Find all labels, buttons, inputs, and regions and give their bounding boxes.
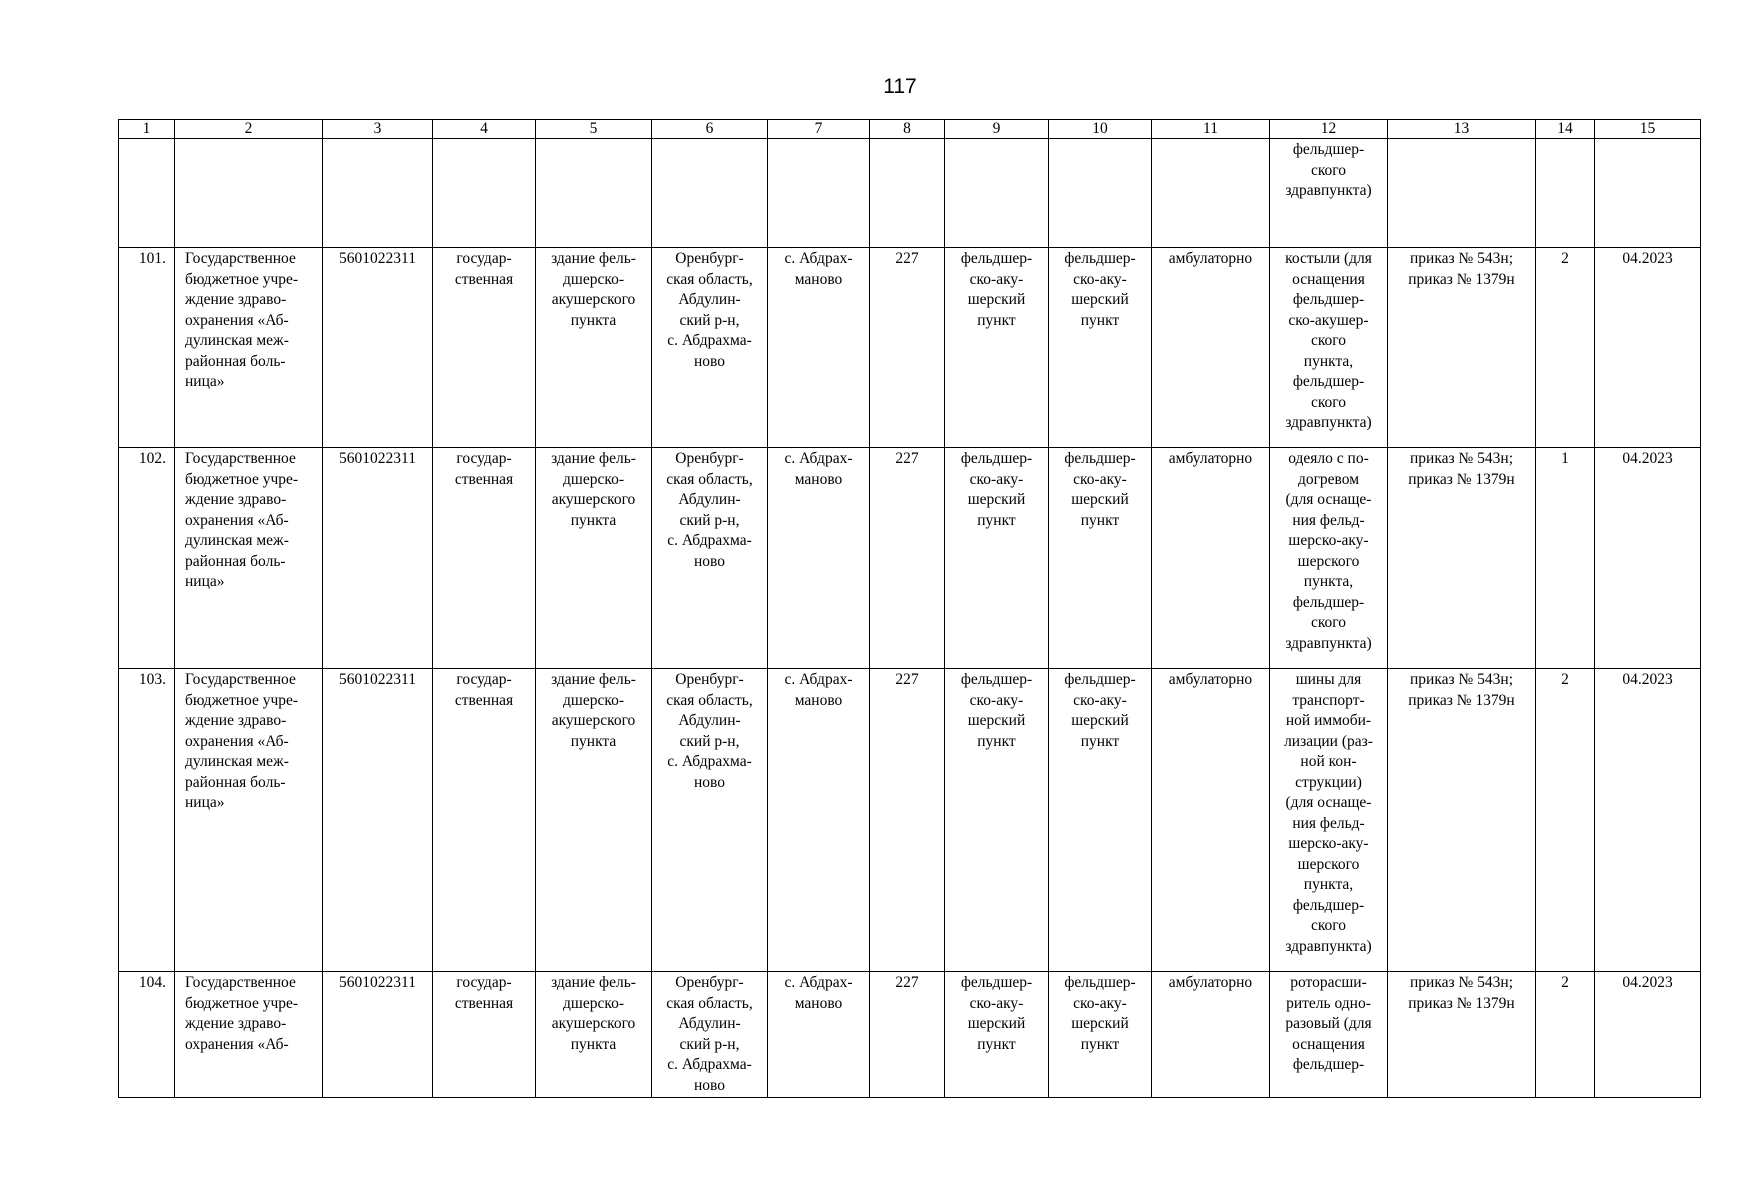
continuation-row — [119, 139, 1701, 248]
column-number: 3 — [323, 120, 433, 139]
quantity-cell: 2 — [1536, 669, 1595, 972]
register-table — [118, 119, 1701, 1098]
table-cell — [945, 139, 1049, 248]
date-cell: 04.2023 — [1595, 248, 1701, 448]
table-cell — [433, 139, 536, 248]
page-number: 117 — [883, 75, 917, 98]
quantity-cell: 2 — [1536, 248, 1595, 448]
ownership-cell: государ- ственная — [433, 448, 536, 669]
order-cell: приказ № 543н; приказ № 1379н — [1388, 248, 1536, 448]
table-cell — [536, 139, 652, 248]
facility-type-cell: фельдшер- ско-аку- шерский пункт — [945, 669, 1049, 972]
table-cell — [652, 139, 768, 248]
column-number-row — [119, 120, 1701, 139]
table-cell — [1536, 139, 1595, 248]
table-cell — [175, 139, 323, 248]
column-number: 1 — [119, 120, 175, 139]
column-number: 10 — [1049, 120, 1152, 139]
organization-cell: Государственное бюджетное учре- ждение здраво- охранения «Аб- дулинская меж- районная боль- ница» — [175, 448, 323, 669]
row-number-cell: 101. — [119, 248, 175, 448]
care-form-cell: амбулаторно — [1152, 248, 1270, 448]
locality-cell: с. Абдрах- маново — [768, 669, 870, 972]
table-cell — [1049, 139, 1152, 248]
population-cell: 227 — [870, 669, 945, 972]
unit-cell: фельдшер- ско-аку- шерский пункт — [1049, 248, 1152, 448]
organization-cell: Государственное бюджетное учре- ждение здраво- охранения «Аб- — [175, 972, 323, 1098]
facility-type-cell: фельдшер- ско-аку- шерский пункт — [945, 248, 1049, 448]
address-cell: Оренбург- ская область, Абдулин- ский р-н, с. Абдрахма- ново — [652, 972, 768, 1098]
locality-cell: с. Абдрах- маново — [768, 972, 870, 1098]
column-number: 12 — [1270, 120, 1388, 139]
column-number: 4 — [433, 120, 536, 139]
row-number-cell: 104. — [119, 972, 175, 1098]
column-number: 13 — [1388, 120, 1536, 139]
ownership-cell: государ- ственная — [433, 248, 536, 448]
care-form-cell: амбулаторно — [1152, 972, 1270, 1098]
building-cell: здание фель- дшерско- акушерского пункта — [536, 448, 652, 669]
quantity-cell: 1 — [1536, 448, 1595, 669]
inn-cell: 5601022311 — [323, 448, 433, 669]
row-number-cell: 102. — [119, 448, 175, 669]
equipment-cell: фельдшер- ского здравпункта) — [1270, 139, 1388, 248]
table-row — [119, 972, 1701, 1098]
column-number: 14 — [1536, 120, 1595, 139]
address-cell: Оренбург- ская область, Абдулин- ский р-н, с. Абдрахма- ново — [652, 448, 768, 669]
locality-cell: с. Абдрах- маново — [768, 448, 870, 669]
inn-cell: 5601022311 — [323, 669, 433, 972]
inn-cell: 5601022311 — [323, 972, 433, 1098]
equipment-cell: костыли (для оснащения фельдшер- ско-акушер- ского пункта, фельдшер- ского здравпункта) — [1270, 248, 1388, 448]
column-number: 5 — [536, 120, 652, 139]
building-cell: здание фель- дшерско- акушерского пункта — [536, 669, 652, 972]
table-cell — [1388, 139, 1536, 248]
care-form-cell: амбулаторно — [1152, 669, 1270, 972]
table-cell — [1152, 139, 1270, 248]
column-number: 15 — [1595, 120, 1701, 139]
inn-cell: 5601022311 — [323, 248, 433, 448]
table-cell — [768, 139, 870, 248]
facility-type-cell: фельдшер- ско-аку- шерский пункт — [945, 972, 1049, 1098]
ownership-cell: государ- ственная — [433, 669, 536, 972]
organization-cell: Государственное бюджетное учре- ждение здраво- охранения «Аб- дулинская меж- районная боль- ница» — [175, 669, 323, 972]
population-cell: 227 — [870, 972, 945, 1098]
building-cell: здание фель- дшерско- акушерского пункта — [536, 248, 652, 448]
date-cell: 04.2023 — [1595, 669, 1701, 972]
table-cell — [323, 139, 433, 248]
population-cell: 227 — [870, 448, 945, 669]
equipment-cell: шины для транспорт- ной иммоби- лизации (раз- ной кон- струкции) (для оснаще- ния фельд- шерско-аку- шерского пункта, фельдшер- ского здравпункта) — [1270, 669, 1388, 972]
order-cell: приказ № 543н; приказ № 1379н — [1388, 669, 1536, 972]
table-row — [119, 448, 1701, 669]
address-cell: Оренбург- ская область, Абдулин- ский р-н, с. Абдрахма- ново — [652, 248, 768, 448]
column-number: 11 — [1152, 120, 1270, 139]
address-cell: Оренбург- ская область, Абдулин- ский р-н, с. Абдрахма- ново — [652, 669, 768, 972]
facility-type-cell: фельдшер- ско-аку- шерский пункт — [945, 448, 1049, 669]
order-cell: приказ № 543н; приказ № 1379н — [1388, 972, 1536, 1098]
order-cell: приказ № 543н; приказ № 1379н — [1388, 448, 1536, 669]
quantity-cell: 2 — [1536, 972, 1595, 1098]
unit-cell: фельдшер- ско-аку- шерский пункт — [1049, 972, 1152, 1098]
column-number: 6 — [652, 120, 768, 139]
table-cell — [119, 139, 175, 248]
organization-cell: Государственное бюджетное учре- ждение здраво- охранения «Аб- дулинская меж- районная боль- ница» — [175, 248, 323, 448]
date-cell: 04.2023 — [1595, 972, 1701, 1098]
column-number: 9 — [945, 120, 1049, 139]
equipment-cell: одеяло с по- догревом (для оснаще- ния фельд- шерско-аку- шерского пункта, фельдшер- ского здравпункта) — [1270, 448, 1388, 669]
column-number: 8 — [870, 120, 945, 139]
table-row — [119, 669, 1701, 972]
unit-cell: фельдшер- ско-аку- шерский пункт — [1049, 669, 1152, 972]
population-cell: 227 — [870, 248, 945, 448]
column-number: 2 — [175, 120, 323, 139]
locality-cell: с. Абдрах- маново — [768, 248, 870, 448]
table-cell — [870, 139, 945, 248]
care-form-cell: амбулаторно — [1152, 448, 1270, 669]
building-cell: здание фель- дшерско- акушерского пункта — [536, 972, 652, 1098]
date-cell: 04.2023 — [1595, 448, 1701, 669]
ownership-cell: государ- ственная — [433, 972, 536, 1098]
column-number: 7 — [768, 120, 870, 139]
table-row — [119, 248, 1701, 448]
unit-cell: фельдшер- ско-аку- шерский пункт — [1049, 448, 1152, 669]
table-cell — [1595, 139, 1701, 248]
equipment-cell: роторасши- ритель одно- разовый (для оснащения фельдшер- — [1270, 972, 1388, 1098]
row-number-cell: 103. — [119, 669, 175, 972]
